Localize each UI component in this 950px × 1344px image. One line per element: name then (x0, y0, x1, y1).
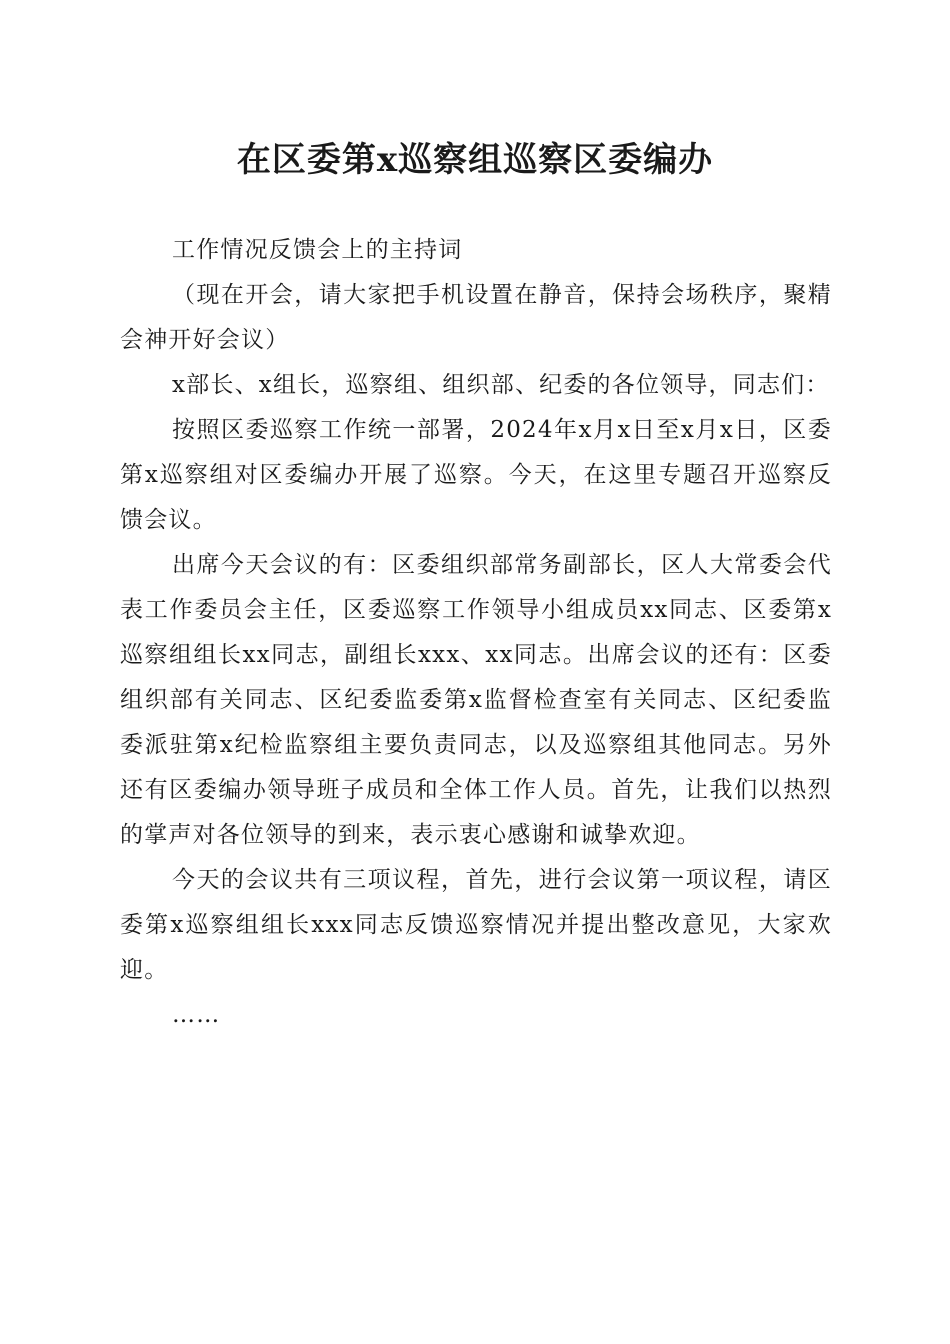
paragraph-attendees: 出席今天会议的有：区委组织部常务副部长，区人大常委会代表工作委员会主任，区委巡察工作领导小组成员xx同志、区委第x巡察组组长xx同志，副组长xxx、xx同志。出席会议的还有：区委组织部有关同志、区纪委监委第x监督检查室有关同志、区纪委监委派驻第x纪检监察组主要负责同志，以及巡察组其他同志。另外还有区委编办领导班子成员和全体工作人员。首先，让我们以热烈的掌声对各位领导的到来，表示衷心感谢和诚挚欢迎。 (120, 552, 832, 848)
paragraph-background: 按照区委巡察工作统一部署，2024年x月x日至x月x日，区委第x巡察组对区委编办开展了巡察。今天，在这里专题召开巡察反馈会议。 (120, 417, 832, 533)
document-title: 在区委第x巡察组巡察区委编办 (236, 140, 714, 180)
paragraph-greeting: x部长、x组长，巡察组、组织部、纪委的各位领导，同志们： (172, 372, 830, 398)
document-body (120, 228, 832, 1038)
paragraph-agenda: 今天的会议共有三项议程，首先，进行会议第一项议程，请区委第x巡察组组长xxx同志反馈巡察情况并提出整改意见，大家欢迎。 (120, 867, 832, 983)
paragraph-opening-note: （现在开会，请大家把手机设置在静音，保持会场秩序，聚精会神开好会议） (120, 282, 832, 353)
paragraph-subtitle: 工作情况反馈会上的主持词 (172, 237, 463, 263)
paragraph-ellipsis: …… (172, 1002, 221, 1028)
